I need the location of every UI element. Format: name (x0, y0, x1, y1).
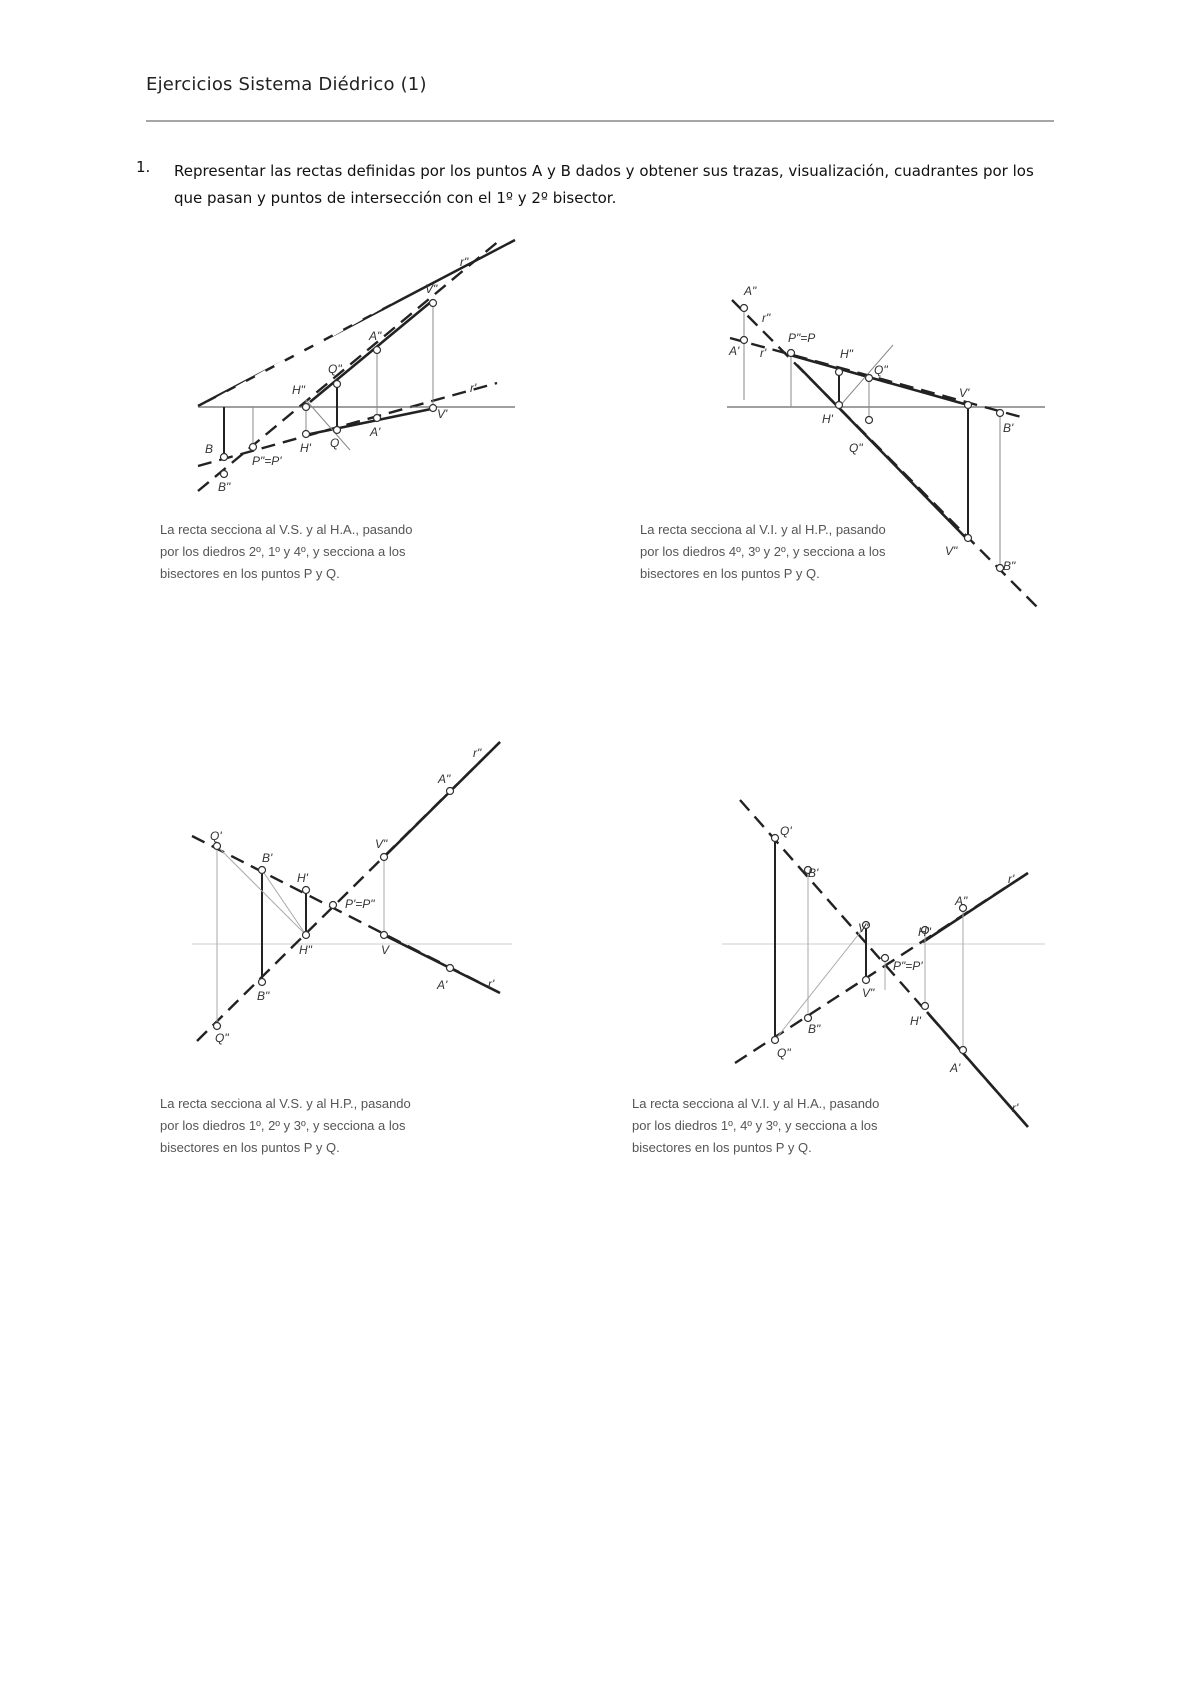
fig1-label-h1: H' (300, 441, 311, 455)
fig1-label-p: P"=P' (252, 454, 282, 468)
exercise-statement: Representar las rectas definidas por los puntos A y B dados y obtener sus trazas, visualización, cuadrantes por los que pasan y puntos de intersección con el 1º y 2º bisector. (174, 162, 1034, 207)
fig4-label-a2: A" (955, 894, 968, 908)
caption-line: La recta secciona al V.I. y al H.P., pasando (640, 522, 886, 537)
fig1-label-q1: Q (330, 436, 340, 450)
fig1-label-b2: B" (218, 480, 231, 494)
fig3-label-q2: Q" (215, 1031, 229, 1045)
fig1-label-b1: B (205, 442, 214, 456)
fig2-label-a1: A' (729, 344, 740, 358)
fig4-label-r1: r' (1008, 872, 1015, 886)
caption-line: bisectores en los puntos P y Q. (160, 566, 340, 581)
page-title: Ejercicios Sistema Diédrico (1) (146, 74, 427, 95)
exercise-number: 1. (136, 158, 151, 176)
fig4-label-v2: V" (862, 986, 875, 1000)
caption-line: La recta secciona al V.I. y al H.A., pasando (632, 1096, 880, 1111)
caption-line: bisectores en los puntos P y Q. (632, 1140, 812, 1155)
fig3-label-b1: B' (262, 851, 273, 865)
fig3-label-q1: Q' (210, 829, 222, 843)
fig4-label-p: P"=P' (893, 959, 923, 973)
fig2-label-b1: B' (1003, 421, 1014, 435)
fig2-label-q1: Q" (849, 441, 863, 455)
fig4-label-b2: B" (808, 1022, 821, 1036)
fig1-label-h2: H" (292, 383, 305, 397)
fig3-label-a2: A" (438, 772, 451, 786)
caption-line: por los diedros 4º, 3º y 2º, y secciona a los (640, 544, 886, 559)
fig2-label-h2: H" (840, 347, 853, 361)
fig1-label-q2: Q" (328, 362, 342, 376)
fig3-label-p: P'=P" (345, 897, 375, 911)
fig2-label-r2: r" (762, 311, 771, 325)
fig1-label-r2: r" (460, 255, 469, 269)
fig4-label-q1: Q' (780, 824, 792, 838)
fig3-label-v1: V (381, 943, 390, 957)
fig1-label-a2: A" (369, 329, 382, 343)
fig1-label-v1: V' (437, 407, 448, 421)
fig3-label-r2: r" (473, 746, 482, 760)
fig2-label-p: P"=P (788, 331, 816, 345)
fig2-label-b2: B" (1003, 559, 1016, 573)
fig4-label-h1: H' (910, 1014, 921, 1028)
fig2-label-h1: H' (822, 412, 833, 426)
fig4-label-h2: H" (918, 925, 931, 939)
fig4-label-r2: r' (1012, 1101, 1019, 1115)
caption-line: por los diedros 1º, 4º y 3º, y secciona a los (632, 1118, 878, 1133)
caption-line: bisectores en los puntos P y Q. (160, 1140, 340, 1155)
fig3-label-h1: H' (297, 871, 308, 885)
caption-line: por los diedros 2º, 1º y 4º, y secciona a los (160, 544, 406, 559)
caption-line: La recta secciona al V.S. y al H.A., pasando (160, 522, 413, 537)
fig4-label-a1: A' (950, 1061, 961, 1075)
fig4-label-b1: B' (808, 866, 819, 880)
fig2-label-r1: r' (760, 346, 767, 360)
figure-4-caption (632, 1093, 879, 1159)
fig3-label-h2: H" (299, 943, 312, 957)
fig3-label-b2: B" (257, 989, 270, 1003)
fig3-label-v2: V" (375, 837, 388, 851)
caption-line: por los diedros 1º, 2º y 3º, y secciona a los (160, 1118, 406, 1133)
fig4-label-v1: V' (858, 921, 869, 935)
fig3-label-r1: r' (488, 977, 495, 991)
fig2-label-q2: Q" (874, 363, 888, 377)
fig4-label-q2: Q" (777, 1046, 791, 1060)
fig2-label-a2: A" (744, 284, 757, 298)
fig1-label-v2: V" (425, 282, 438, 296)
fig1-label-a1: A' (370, 425, 381, 439)
fig3-label-a1: A' (437, 978, 448, 992)
caption-line: La recta secciona al V.S. y al H.P., pasando (160, 1096, 411, 1111)
fig2-label-v1: V' (959, 386, 970, 400)
caption-line: bisectores en los puntos P y Q. (640, 566, 820, 581)
fig1-label-r1: r' (470, 381, 477, 395)
fig2-label-v2: V" (945, 544, 958, 558)
